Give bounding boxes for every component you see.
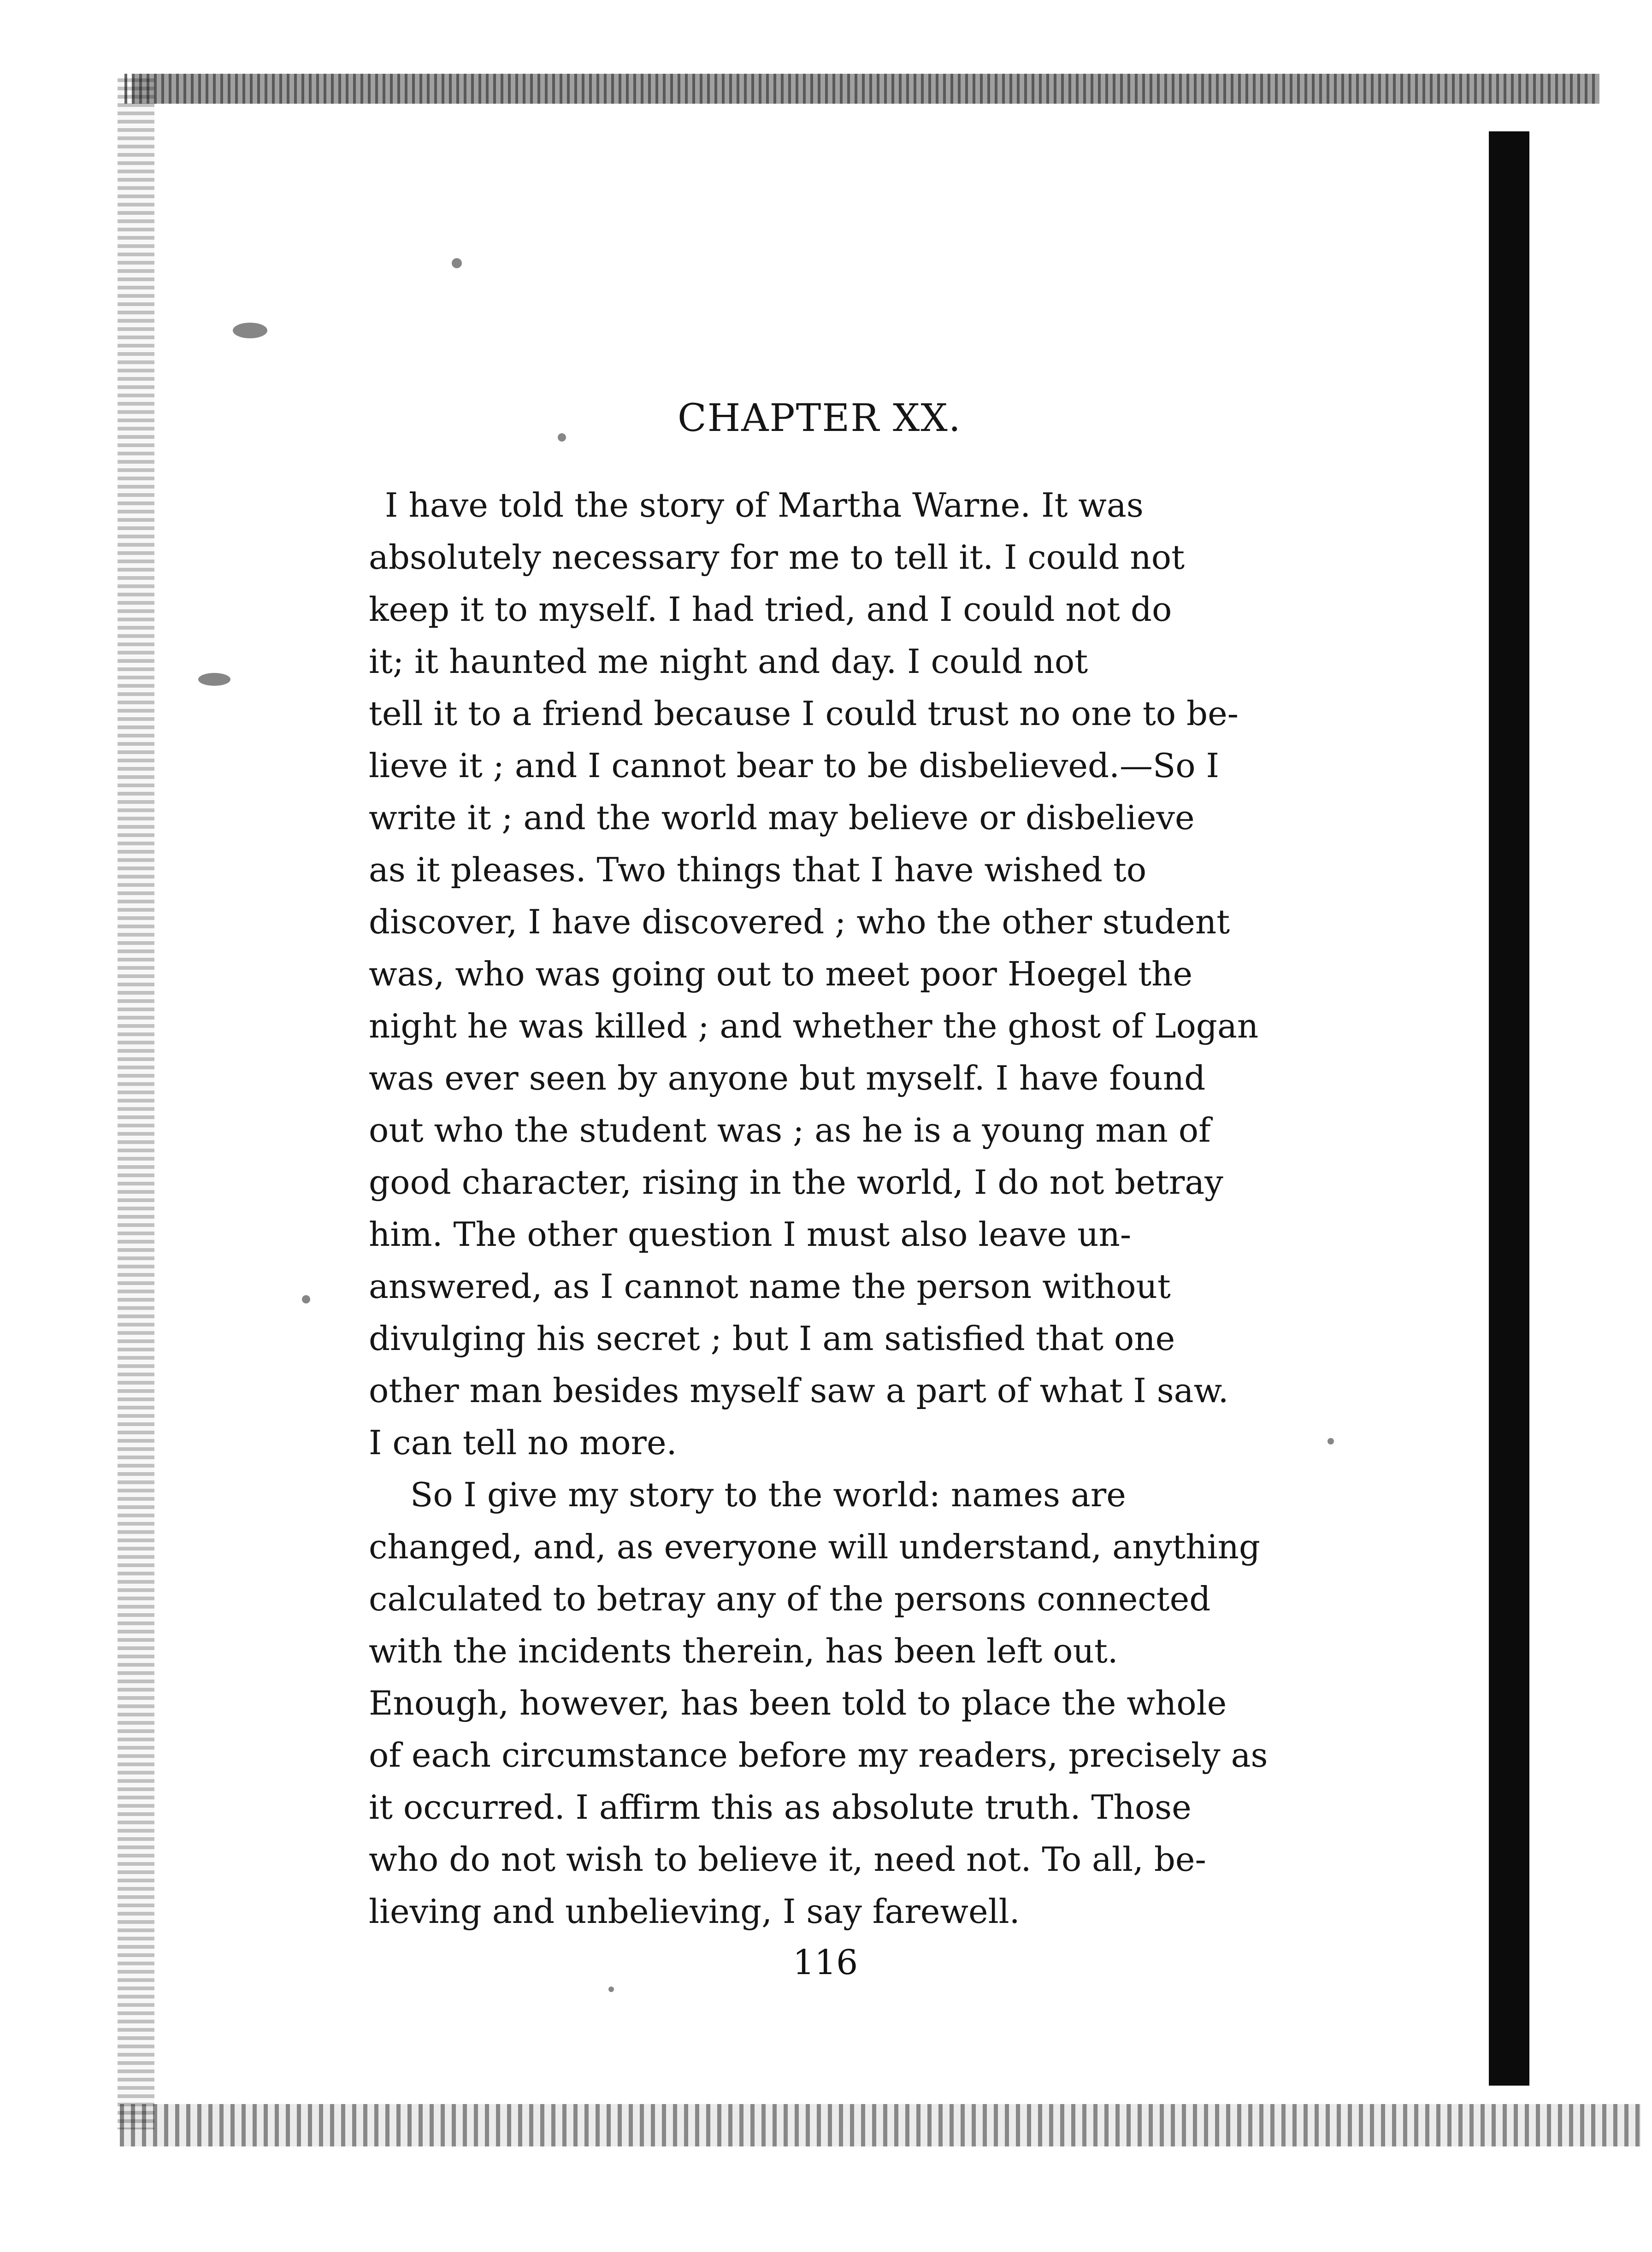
scan-speck: [452, 258, 462, 268]
paragraph-1: [369, 479, 1332, 1469]
text-line: So I give my story to the world: names are: [410, 1475, 1126, 1514]
text-line: other man besides myself saw a part of what I saw.: [369, 1371, 1229, 1410]
text-line: was, who was going out to meet poor Hoegel the: [369, 955, 1193, 993]
scan-speck: [302, 1295, 310, 1303]
bottom-scan-edge: [120, 2104, 1641, 2146]
text-line: I have told the story of Martha Warne. It was: [385, 486, 1144, 525]
text-line: it occurred. I affirm this as absolute truth. Those: [369, 1788, 1192, 1827]
scan-speck: [198, 673, 230, 686]
left-scan-edge: [118, 78, 154, 2129]
text-line: night he was killed ; and whether the ghost of Logan: [369, 1007, 1259, 1045]
text-line: good character, rising in the world, I do not betray: [369, 1163, 1223, 1202]
text-line: I can tell no more.: [369, 1423, 677, 1462]
text-line: changed, and, as everyone will understand, anything: [369, 1527, 1260, 1566]
text-line: calculated to betray any of the persons connected: [369, 1580, 1211, 1618]
text-line: write it ; and the world may believe or disbelieve: [369, 798, 1195, 837]
text-line: Enough, however, has been told to place the whole: [369, 1684, 1227, 1722]
text-line: it; it haunted me night and day. I could not: [369, 642, 1088, 681]
chapter-title: CHAPTER XX.: [678, 396, 962, 440]
text-line: with the incidents therein, has been left out.: [369, 1632, 1118, 1670]
scan-speck: [608, 1987, 614, 1992]
text-line: as it pleases. Two things that I have wished to: [369, 850, 1147, 889]
text-line: lieve it ; and I cannot bear to be disbelieved.—So I: [369, 746, 1219, 785]
top-scan-edge: [124, 74, 1599, 104]
text-line: keep it to myself. I had tried, and I could not do: [369, 590, 1172, 629]
text-line: absolutely necessary for me to tell it. I could not: [369, 538, 1185, 577]
text-line: divulging his secret ; but I am satisfied that one: [369, 1319, 1175, 1358]
paragraph-2: [369, 1469, 1332, 1938]
text-line: discover, I have discovered ; who the other student: [369, 902, 1230, 941]
text-line: was ever seen by anyone but myself. I have found: [369, 1059, 1206, 1097]
text-line: tell it to a friend because I could trust no one to be-: [369, 694, 1239, 733]
scan-speck: [233, 323, 267, 338]
page-number: 116: [793, 1943, 858, 1982]
scan-speck: [558, 433, 566, 442]
right-page-edge: [1489, 131, 1529, 2086]
text-line: of each circumstance before my readers, precisely as: [369, 1736, 1268, 1774]
text-line: lieving and unbelieving, I say farewell.: [369, 1892, 1020, 1931]
text-line: answered, as I cannot name the person without: [369, 1267, 1171, 1306]
text-line: who do not wish to believe it, need not. To all, be-: [369, 1840, 1206, 1879]
text-line: him. The other question I must also leave un-: [369, 1215, 1132, 1254]
chapter-body: [369, 479, 1332, 1938]
text-line: out who the student was ; as he is a young man of: [369, 1111, 1211, 1150]
